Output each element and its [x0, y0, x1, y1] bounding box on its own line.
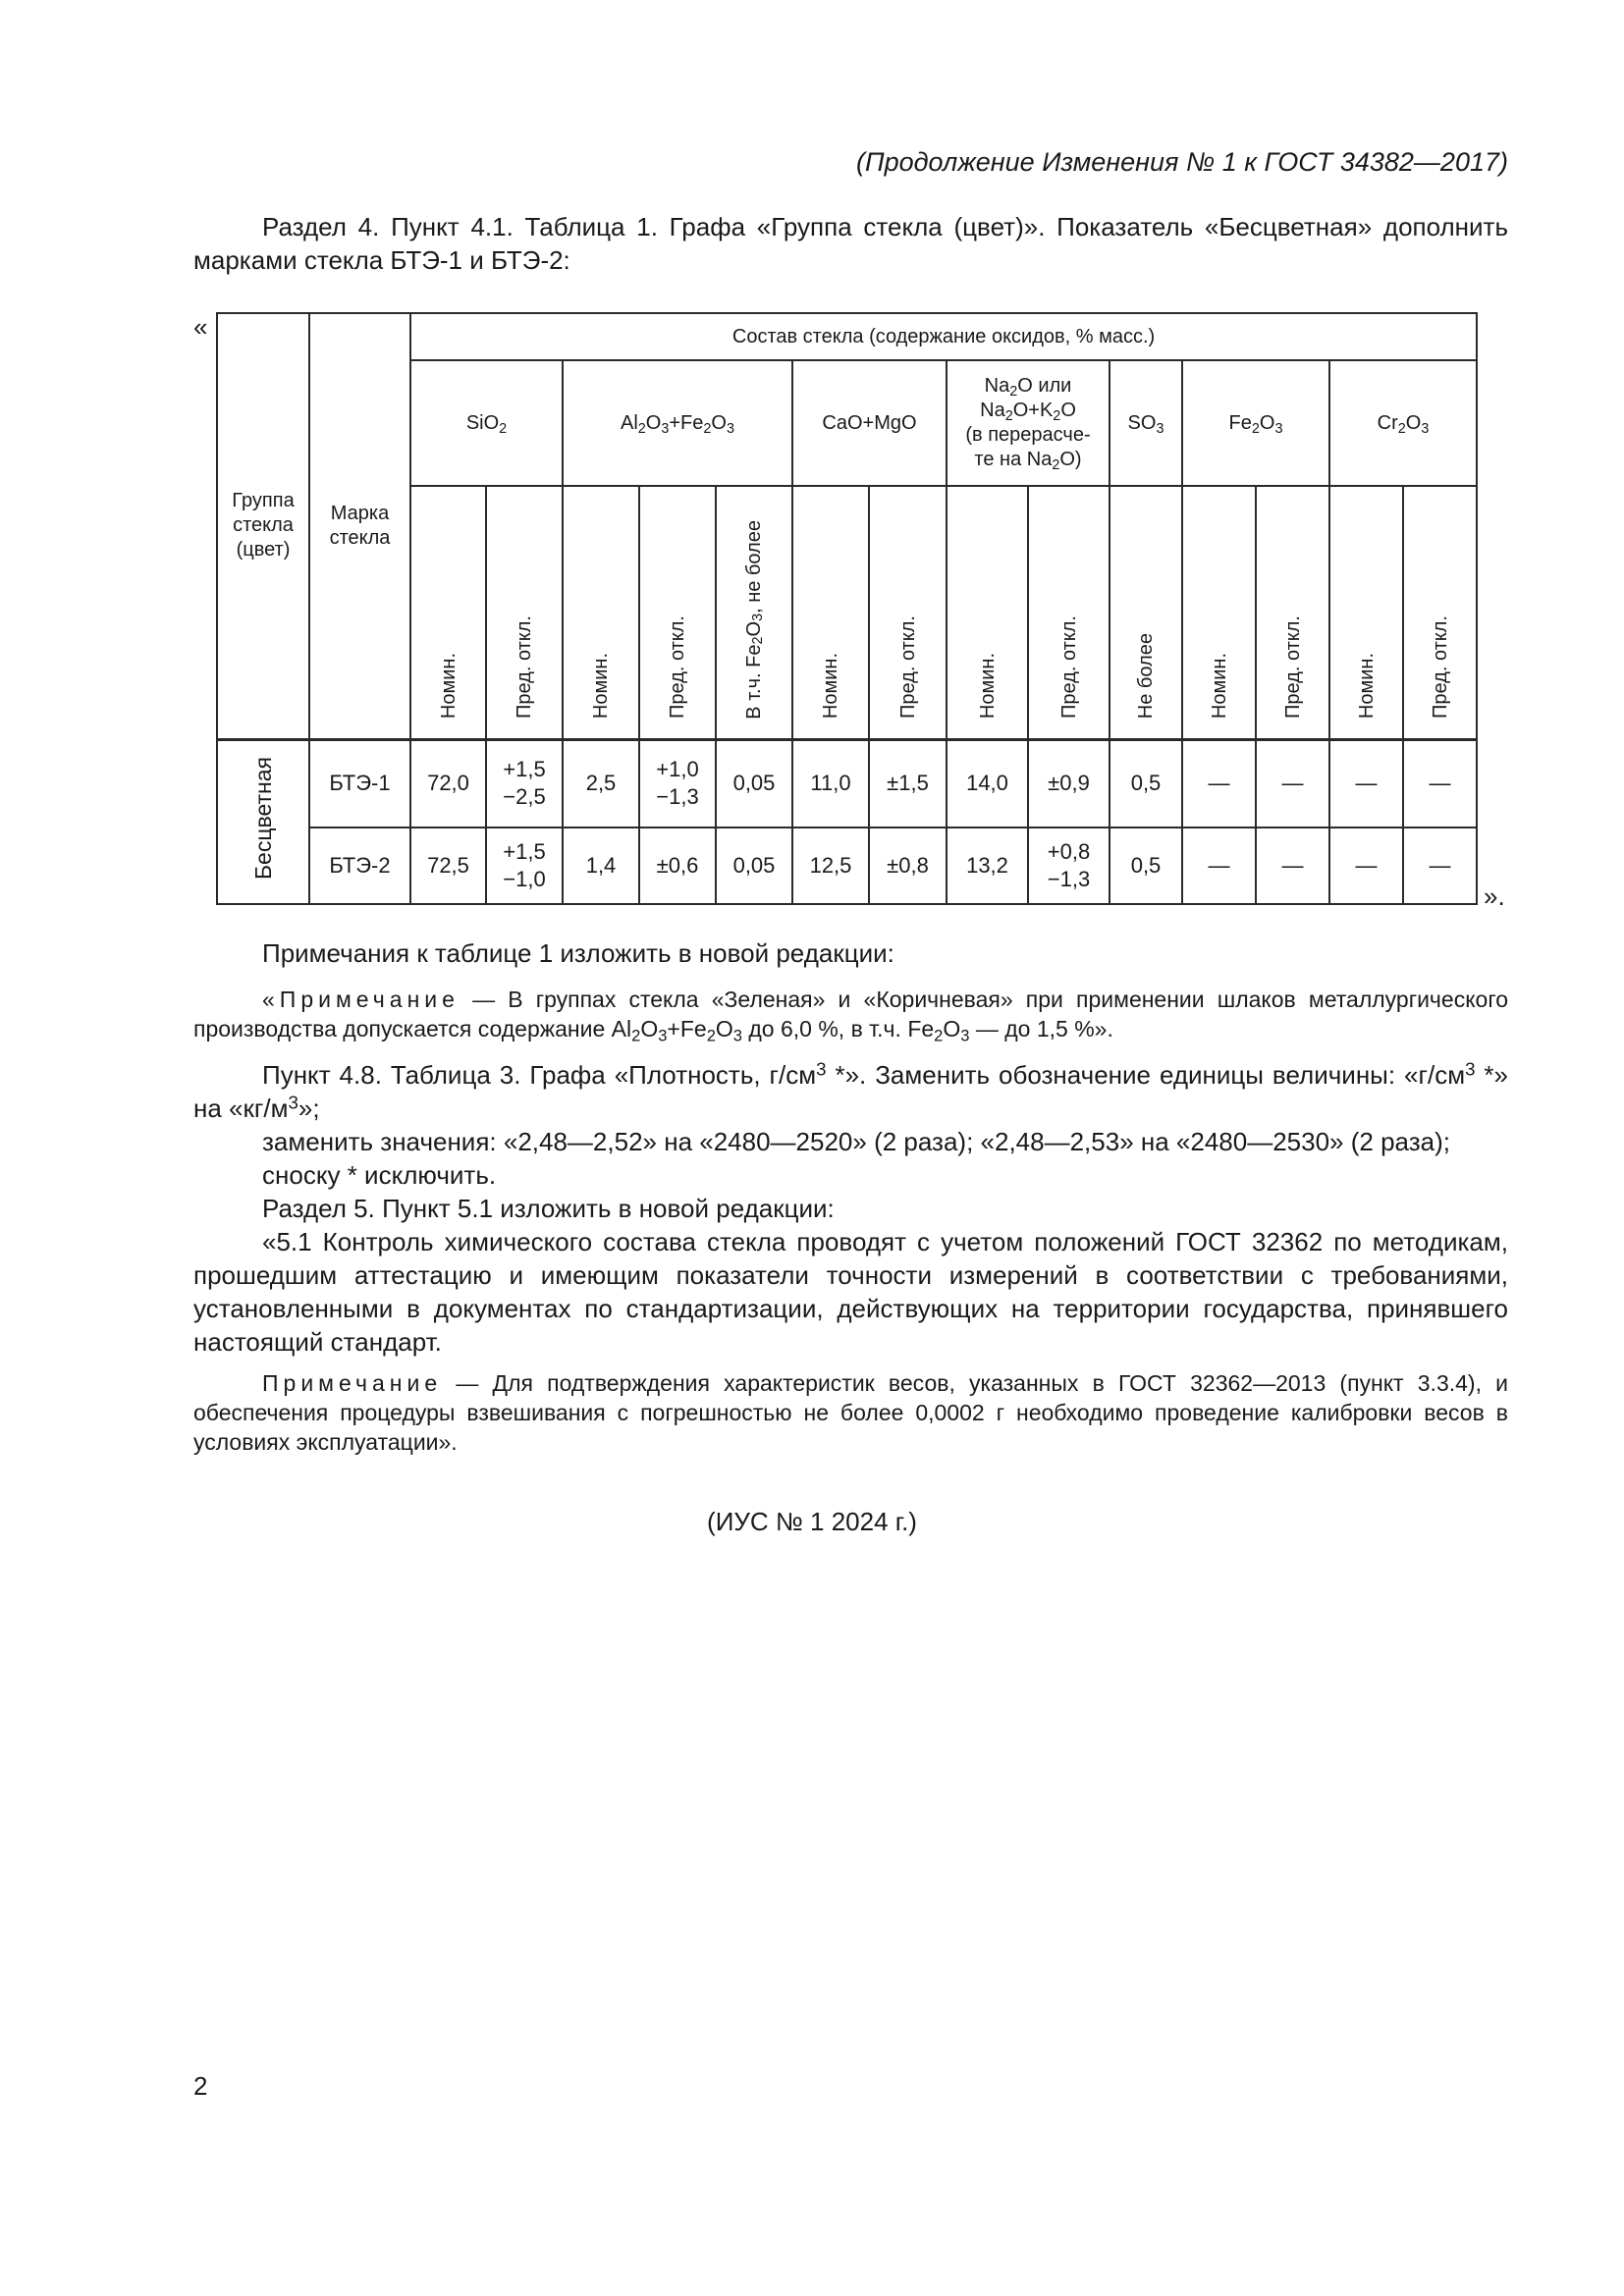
cell-value: —: [1256, 739, 1329, 828]
cell-value: 11,0: [792, 739, 869, 828]
subheader-al-incl-fe2o3: В т.ч. $Fe_2O_3$, не более: [716, 486, 792, 739]
cell-value: —: [1182, 739, 1256, 828]
cell-value: +1,0 −1,3: [639, 739, 716, 828]
cell-value: —: [1329, 828, 1403, 904]
subheader-na-nomin: Номин.: [947, 486, 1028, 739]
header-glass-mark: Марка стекла: [309, 313, 410, 739]
paragraph-5-1: «5.1 Контроль химического состава стекла проводят с учетом положений ГОСТ 32362 по методикам, прошедшим аттестацию и имеющим показатели точности измерений в соответствии с требованиями, установленными в документах по стандартизации, действующих на территории государства, принявшего настоящий стандарт.: [193, 1227, 1508, 1357]
cell-value: —: [1403, 739, 1477, 828]
subheader-fe-nomin: Номин.: [1182, 486, 1256, 739]
header-na2o: $Na_2O$ или $Na_2O+K_2O$ (в перерасче- те на $Na_2O$): [947, 360, 1110, 486]
cell-value: 2,5: [563, 739, 639, 828]
cell-value: —: [1256, 828, 1329, 904]
header-fe2o3: $Fe_2O_3$: [1182, 360, 1329, 486]
header-glass-group: Группа стекла (цвет): [217, 313, 309, 739]
subheader-ca-pred: Пред. откл.: [869, 486, 947, 739]
cell-value: ±1,5: [869, 739, 947, 828]
table-row: [217, 739, 1477, 828]
cell-value: —: [1403, 828, 1477, 904]
subheader-fe-pred: Пред. откл.: [1256, 486, 1329, 739]
cell-value: ±0,8: [869, 828, 947, 904]
cell-value: +1,5 −2,5: [486, 739, 563, 828]
cell-value: +1,5 −1,0: [486, 828, 563, 904]
cell-mark: БТЭ-2: [309, 828, 410, 904]
glass-composition-table: [216, 312, 1478, 905]
quote-open: «: [193, 312, 208, 342]
header-so3: $SO_3$: [1110, 360, 1182, 486]
cell-value: 14,0: [947, 739, 1028, 828]
cell-value: 0,05: [716, 739, 792, 828]
measurement-note: Примечание — Для подтверждения характеристик весов, указанных в ГОСТ 32362—2013 (пункт 3.3.4), и обеспечения процедуры взвешивания с погрешностью не более 0,0002 г необходимо проведение калибровки весов в условиях эксплуатации».: [193, 1370, 1508, 1455]
cell-value: 12,5: [792, 828, 869, 904]
subheader-sio2-nomin: Номин.: [410, 486, 486, 739]
subheader-al-pred: Пред. откл.: [639, 486, 716, 739]
subheader-sio2-pred: Пред. откл.: [486, 486, 563, 739]
document-header: (Продолжение Изменения № 1 к ГОСТ 34382—2017): [856, 147, 1508, 177]
cell-value: 0,5: [1110, 739, 1182, 828]
subheader-ca-nomin: Номин.: [792, 486, 869, 739]
header-composition: Состав стекла (содержание оксидов, % масс.): [410, 313, 1477, 360]
ius-reference: (ИУС № 1 2024 г.): [707, 1507, 917, 1536]
header-cao-mgo: CaO+MgO: [792, 360, 947, 486]
paragraph-footnote: сноску * исключить.: [262, 1160, 497, 1190]
header-sio2: SiO$_2$: [410, 360, 563, 486]
notes-intro: Примечания к таблице 1 изложить в новой редакции:: [262, 938, 894, 968]
cell-value: —: [1329, 739, 1403, 828]
subheader-al-nomin: Номин.: [563, 486, 639, 739]
cell-value: ±0,6: [639, 828, 716, 904]
cell-value: 13,2: [947, 828, 1028, 904]
cell-value: 72,5: [410, 828, 486, 904]
table-note: «Примечание — В группах стекла «Зеленая» и «Коричневая» при применении шлаков металлургического производства допускается содержание $Al_2O_3+Fe_2O_3$ до 6,0 %, в т.ч. $Fe_2O_3$ — до 1,5 %».: [193, 987, 1508, 1045]
subheader-na-pred: Пред. откл.: [1028, 486, 1110, 739]
cell-mark: БТЭ-1: [309, 739, 410, 828]
page-number: 2: [193, 2071, 208, 2101]
intro-paragraph: Раздел 4. Пункт 4.1. Таблица 1. Графа «Группа стекла (цвет)». Показатель «Бесцветная» дополнить марками стекла БТЭ-1 и БТЭ-2:: [193, 212, 1508, 275]
cell-value: ±0,9: [1028, 739, 1110, 828]
subheader-cr-nomin: Номин.: [1329, 486, 1403, 739]
cell-value: 0,05: [716, 828, 792, 904]
paragraph-4-8: Пункт 4.8. Таблица 3. Графа «Плотность, $г/см^3$ *». Заменить обозначение единицы величины: «$г/см^3$ *» на «$кг/м^3$»;: [193, 1058, 1509, 1123]
header-al2o3-fe2o3: $Al_2O_3+Fe_2O_3$: [563, 360, 792, 486]
cell-value: 72,0: [410, 739, 486, 828]
group-colorless: Бесцветная: [217, 739, 309, 904]
header-cr2o3: $Cr_2O_3$: [1329, 360, 1477, 486]
subheader-cr-pred: Пред. откл.: [1403, 486, 1477, 739]
cell-value: —: [1182, 828, 1256, 904]
cell-value: +0,8 −1,3: [1028, 828, 1110, 904]
table-row: [217, 828, 1477, 904]
quote-close: ».: [1484, 881, 1505, 911]
paragraph-values: заменить значения: «2,48—2,52» на «2480—2520» (2 раза); «2,48—2,53» на «2480—2530» (2 раза);: [262, 1127, 1450, 1156]
cell-value: 0,5: [1110, 828, 1182, 904]
cell-value: 1,4: [563, 828, 639, 904]
subheader-so3-max: Не более: [1110, 486, 1182, 739]
paragraph-section-5: Раздел 5. Пункт 5.1 изложить в новой редакции:: [262, 1194, 835, 1223]
